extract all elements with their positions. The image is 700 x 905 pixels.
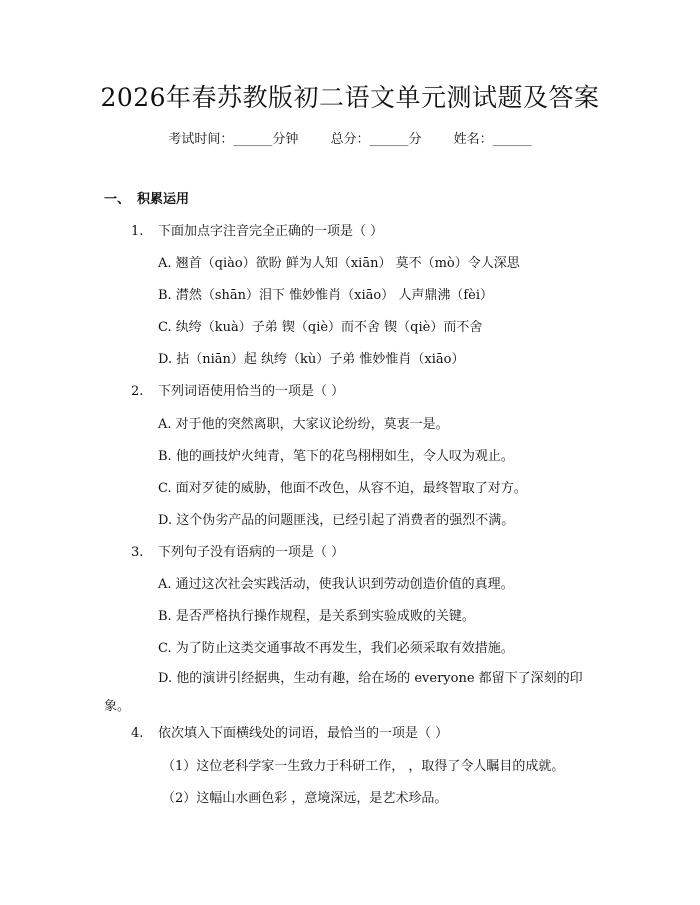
- exam-time-field: 考试时间：______分钟: [168, 132, 299, 147]
- q2-option-d: D. 这个伪劣产品的问题匪浅，已经引起了消费者的强烈不满。: [158, 513, 515, 528]
- question-number: 4.: [131, 726, 144, 741]
- q1-option-c: C. 纨绔（kuà）子弟 锲（qiè）而不舍 锲（qiè）而不舍: [158, 320, 483, 335]
- question-stem: 下列词语使用恰当的一项是（ ）: [158, 384, 345, 399]
- question-number: 1.: [131, 224, 144, 239]
- q2-option-b: B. 他的画技炉火纯青，笔下的花鸟栩栩如生，令人叹为观止。: [158, 449, 514, 464]
- q3-option-c: C. 为了防止这类交通事故不再发生，我们必须采取有效措施。: [158, 641, 514, 656]
- document-title: 2026年春苏教版初二语文单元测试题及答案: [100, 83, 600, 112]
- question-stem: 下列句子没有语病的一项是（ ）: [158, 545, 345, 560]
- section-title: 积累运用: [137, 192, 190, 207]
- q2-option-a: A. 对于他的突然离职，大家议论纷纷，莫衷一是。: [158, 417, 449, 432]
- section-number: 一、: [104, 192, 131, 207]
- q1-option-b: B. 潸然（shān）泪下 惟妙惟肖（xiāo） 人声鼎沸（fèi）: [158, 288, 493, 303]
- q3-option-a: A. 通过这次社会实践活动，使我认识到劳动创造价值的真理。: [158, 577, 514, 592]
- question-1: [131, 222, 383, 242]
- q4-subitem-1: （1）这位老科学家一生致力于科研工作， ，取得了令人瞩目的成就。: [162, 759, 565, 774]
- q1-option-a: A. 翘首（qiào）欲盼 鲜为人知（xiān） 莫不（mò）令人深思: [158, 256, 520, 271]
- question-3: [131, 543, 344, 563]
- question-4: [131, 724, 448, 744]
- exam-info: [0, 130, 700, 150]
- question-stem: 下面加点字注音完全正确的一项是（ ）: [158, 224, 384, 239]
- section-heading: [104, 190, 189, 210]
- question-stem: 依次填入下面横线处的词语，最恰当的一项是（ ）: [158, 726, 449, 741]
- question-number: 3.: [131, 545, 144, 560]
- student-name-field: 姓名：______: [453, 132, 532, 147]
- q4-subitem-2: （2）这幅山水画色彩 ，意境深远，是艺术珍品。: [162, 791, 448, 806]
- question-number: 2.: [131, 384, 144, 399]
- total-score-field: 总分：______分: [330, 132, 422, 147]
- question-2: [131, 382, 344, 402]
- q1-option-d: D. 拈（niān）起 纨绔（kù）子弟 惟妙惟肖（xiāo）: [158, 352, 465, 367]
- q3-option-b: B. 是否严格执行操作规程，是关系到实验成败的关键。: [158, 609, 475, 624]
- q3-option-d: D. 他的演讲引经据典，生动有趣，给在场的 everyone 都留下了深刻的印象。: [104, 671, 583, 714]
- q2-option-c: C. 面对歹徒的威胁，他面不改色，从容不迫，最终智取了对方。: [158, 481, 527, 496]
